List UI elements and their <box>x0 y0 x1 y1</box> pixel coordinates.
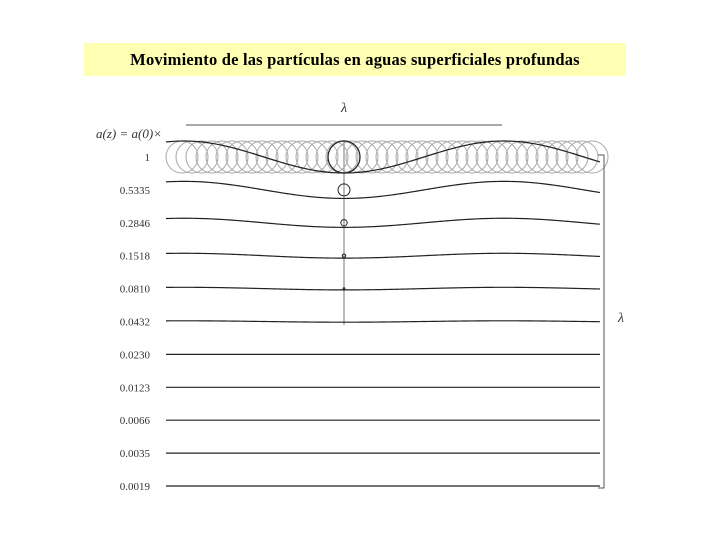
surface-orbit <box>376 141 408 173</box>
surface-orbit <box>476 141 508 173</box>
level-wave <box>166 321 600 322</box>
surface-orbit <box>346 141 378 173</box>
depth-factor-label: 1 <box>144 152 150 164</box>
depth-factor-label: 0.5335 <box>119 184 150 197</box>
depth-factor-label: 0.0230 <box>119 349 150 362</box>
depth-factor-label: 0.0123 <box>119 382 150 395</box>
surface-orbit <box>496 141 528 173</box>
depth-factor-label: 0.0432 <box>119 316 150 329</box>
surface-orbit <box>506 141 538 173</box>
surface-orbit <box>226 141 258 173</box>
depth-levels <box>120 141 600 493</box>
surface-orbit <box>546 141 578 173</box>
depth-wavelength-symbol: λ <box>617 311 625 326</box>
surface-orbit <box>336 141 368 173</box>
depth-factor-label: 0.0066 <box>119 415 150 428</box>
surface-orbit <box>256 141 288 173</box>
surface-orbit <box>216 141 248 173</box>
surface-orbit <box>176 141 208 173</box>
surface-orbit <box>166 141 198 173</box>
diagram-title: Movimiento de las partículas en aguas superficiales profundas <box>130 49 580 69</box>
wavelength-symbol: λ <box>340 101 348 116</box>
level-wave <box>166 181 600 198</box>
surface-orbit <box>266 141 298 173</box>
depth-factor-label: 0.2846 <box>119 217 150 230</box>
surface-orbit <box>426 141 458 173</box>
surface-orbit <box>246 141 278 173</box>
surface-orbit <box>296 141 328 173</box>
surface-orbit <box>406 141 438 173</box>
surface-orbit <box>466 141 498 173</box>
surface-orbit <box>416 141 448 173</box>
depth-factor-label: 0.0019 <box>119 481 150 493</box>
amplitude-formula-label: a(z) = a(0)× <box>96 126 162 141</box>
depth-factor-label: 0.1518 <box>119 250 150 263</box>
surface-orbit <box>536 141 568 173</box>
depth-factor-label: 0.0035 <box>119 448 150 461</box>
surface-orbit <box>186 141 218 173</box>
surface-orbit <box>576 141 608 173</box>
surface-orbit <box>566 141 598 173</box>
level-wave <box>166 253 600 258</box>
depth-factor-label: 0.0810 <box>119 283 150 296</box>
surface-orbit <box>456 141 488 173</box>
surface-orbit <box>486 141 518 173</box>
level-wave <box>166 218 600 227</box>
level-wave <box>166 287 600 290</box>
surface-orbit <box>326 141 358 173</box>
surface-orbit <box>386 141 418 173</box>
